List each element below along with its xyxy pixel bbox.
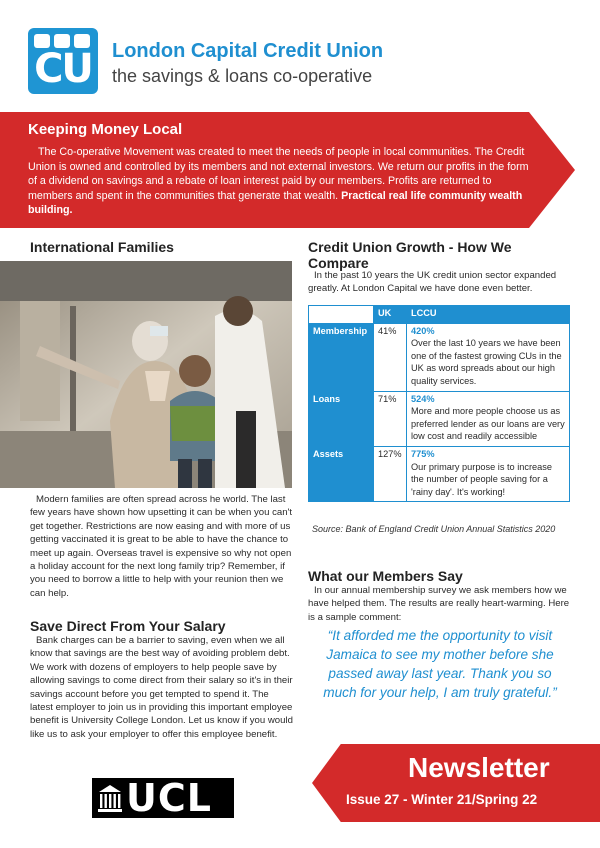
members-intro bbox=[308, 584, 570, 624]
logo-letters: CU bbox=[34, 46, 92, 92]
lccu-value: 420% bbox=[411, 325, 435, 336]
lccu-description: Our primary purpose is to increase the number of people saving for a 'rainy day'. It's working! bbox=[411, 461, 552, 497]
lccu-cell bbox=[407, 391, 570, 446]
col-header-lccu: LCCU bbox=[407, 306, 570, 324]
cu-logo bbox=[28, 28, 98, 94]
banner-text bbox=[28, 145, 536, 218]
uk-value: 127% bbox=[374, 446, 407, 501]
table-source: Source: Bank of England Credit Union Annual Statistics 2020 bbox=[312, 524, 556, 534]
international-families-body bbox=[30, 493, 294, 600]
row-label: Assets bbox=[309, 446, 374, 501]
international-families-title: International Families bbox=[30, 239, 174, 255]
growth-intro bbox=[308, 269, 570, 296]
banner-strong-line: Practical real life community wealth building. bbox=[28, 189, 523, 217]
uk-value: 41% bbox=[374, 323, 407, 391]
row-label: Loans bbox=[309, 391, 374, 446]
col-header-uk: UK bbox=[374, 306, 407, 324]
table-header-row bbox=[309, 306, 570, 324]
table-row bbox=[309, 323, 570, 391]
family-reunion-airport-photo-icon bbox=[0, 261, 292, 488]
lccu-value: 775% bbox=[411, 448, 435, 459]
banner-title: Keeping Money Local bbox=[28, 121, 183, 138]
member-quote: “It afforded me the opportunity to visit Jamaica to see my mother before she passed away last year. Thank you so much for your help, I am truly grateful.” bbox=[323, 628, 557, 700]
table-row bbox=[309, 446, 570, 501]
ucl-logo bbox=[92, 778, 234, 818]
newsletter-issue: Issue 27 - Winter 21/Spring 22 bbox=[346, 792, 538, 807]
growth-intro-text: In the past 10 years the UK credit union sector expanded greatly. At London Capital we have done even better. bbox=[308, 270, 557, 295]
brand-tagline: the savings & loans co-operative bbox=[112, 66, 373, 86]
international-paragraph: Modern families are often spread across he world. The last few years have shown how upsetting it can be when you can't get together. Restrictions are now easing and with more of us getting vaccinated it is great to be able to have the chance to meet up again. Overseas travel is expensive so why not open a holiday account for the next long family trip? Remember, if you need to borrow a little to help with your reunion then we can help. bbox=[30, 494, 293, 599]
save-salary-title: Save Direct From Your Salary bbox=[30, 618, 226, 634]
save-salary-body bbox=[30, 634, 294, 741]
lccu-description: Over the last 10 years we have been one of the fastest growing CUs in the UK as word spreads about our high quality services. bbox=[411, 338, 562, 386]
growth-title: Credit Union Growth - How We Compare bbox=[308, 239, 512, 271]
brand-name: London Capital Credit Union bbox=[112, 40, 384, 62]
banner-paragraph: The Co-operative Movement was created to meet the needs of people in local communities. The Credit Union is owned and controlled by its members and not external investors. We return our profits in the form of a dividend on savings and a rebate of loan interest paid by our members. Profits are returned to members and spent in the communities that generate that wealth. bbox=[28, 146, 529, 202]
lccu-description: More and more people choose us as preferred lender as our loans are very low cost and readily accessible bbox=[411, 406, 565, 442]
lccu-value: 524% bbox=[411, 393, 435, 404]
growth-comparison-table bbox=[308, 305, 570, 502]
members-intro-text: In our annual membership survey we ask members how we have helped them. The results are really heart-warming. Here is a sample comment: bbox=[308, 585, 570, 623]
members-title: What our Members Say bbox=[308, 568, 463, 584]
row-label: Membership bbox=[309, 323, 374, 391]
ucl-portico-icon bbox=[97, 783, 123, 813]
lccu-cell bbox=[407, 323, 570, 391]
ucl-wordmark: UCL bbox=[126, 776, 212, 820]
family-reunion-photo bbox=[0, 261, 292, 488]
table-corner-cell bbox=[309, 306, 374, 324]
uk-value: 71% bbox=[374, 391, 407, 446]
salary-paragraph: Bank charges can be a barrier to saving, even when we all know that savings are the best way of avoiding problem debt. We work with dozens of employers to help people save by allowing savings to come direct from their salary so it's in their savings account before you get tempted to spend it. The latest employer to join us in providing this important employee benefit is University College London. Let us know if you would like us to ask your employer to offer this employee benefit. bbox=[30, 635, 293, 740]
lccu-cell bbox=[407, 446, 570, 501]
table-row bbox=[309, 391, 570, 446]
newsletter-title: Newsletter bbox=[408, 752, 550, 783]
